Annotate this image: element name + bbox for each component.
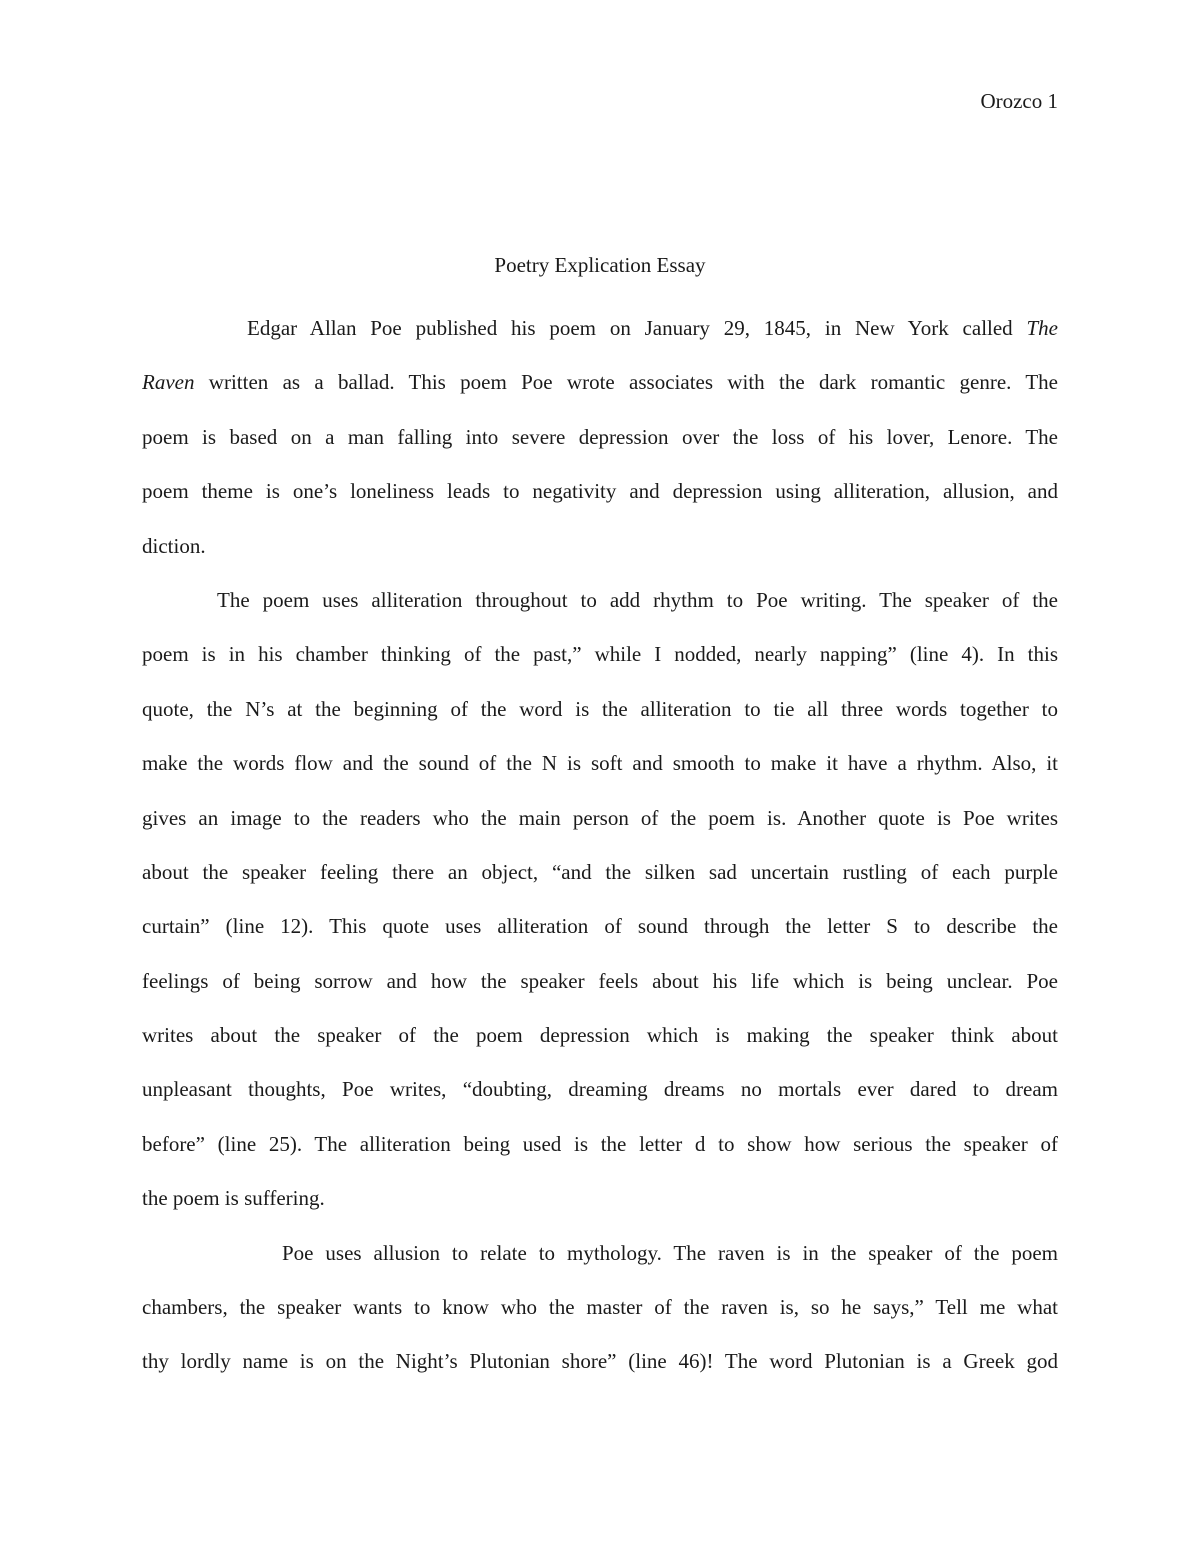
- paragraph-2: [142, 573, 1058, 1226]
- paragraph-line: The poem uses alliteration throughout to add rhythm to Poe writing. The speaker of the: [217, 587, 1058, 612]
- paragraph-line: before” (line 25). The alliteration being used is the letter d to show how serious the speaker of: [142, 1131, 1058, 1156]
- paragraph-line: poem is in his chamber thinking of the past,” while I nodded, nearly napping” (line 4). In this: [142, 642, 1058, 667]
- paragraph-line: Raven written as a ballad. This poem Poe wrote associates with the dark romantic genre. The: [142, 370, 1058, 395]
- paragraph-line: unpleasant thoughts, Poe writes, “doubting, dreaming dreams no mortals ever dared to dream: [142, 1077, 1058, 1102]
- paragraph-line: make the words flow and the sound of the N is soft and smooth to make it have a rhythm. Also, it: [142, 751, 1058, 776]
- paragraph-line: Poe uses allusion to relate to mythology. The raven is in the speaker of the poem: [282, 1240, 1058, 1265]
- essay-title: Poetry Explication Essay: [494, 253, 706, 277]
- essay-body: [142, 301, 1058, 1389]
- paragraph-line: Edgar Allan Poe published his poem on January 29, 1845, in New York called The: [247, 316, 1058, 340]
- paragraph-line: thy lordly name is on the Night’s Plutonian shore” (line 46)! The word Plutonian is a Greek god: [142, 1349, 1058, 1374]
- running-head: Orozco 1: [980, 89, 1058, 113]
- paragraph-line: diction.: [142, 533, 206, 558]
- italic-title: The: [1026, 316, 1058, 340]
- paragraph-line: writes about the speaker of the poem depression which is making the speaker think about: [142, 1023, 1058, 1048]
- paragraph-line: poem is based on a man falling into severe depression over the loss of his lover, Lenore. The: [142, 424, 1058, 449]
- paragraph-1: [142, 301, 1058, 573]
- paragraph-line: curtain” (line 12). This quote uses alliteration of sound through the letter S to describe the: [142, 914, 1058, 939]
- paragraph-3: [142, 1226, 1058, 1389]
- paragraph-line: quote, the N’s at the beginning of the word is the alliteration to tie all three words together to: [142, 696, 1058, 721]
- italic-title: Raven: [142, 370, 195, 395]
- paragraph-line: gives an image to the readers who the main person of the poem is. Another quote is Poe writes: [142, 805, 1058, 830]
- paragraph-line: the poem is suffering.: [142, 1186, 325, 1211]
- paragraph-line: chambers, the speaker wants to know who the master of the raven is, so he says,” Tell me what: [142, 1295, 1058, 1320]
- paragraph-line: poem theme is one’s loneliness leads to negativity and depression using alliteration, allusion, and: [142, 479, 1058, 504]
- paragraph-line: feelings of being sorrow and how the speaker feels about his life which is being unclear. Poe: [142, 968, 1058, 993]
- paragraph-line: about the speaker feeling there an object, “and the silken sad uncertain rustling of each purple: [142, 859, 1058, 884]
